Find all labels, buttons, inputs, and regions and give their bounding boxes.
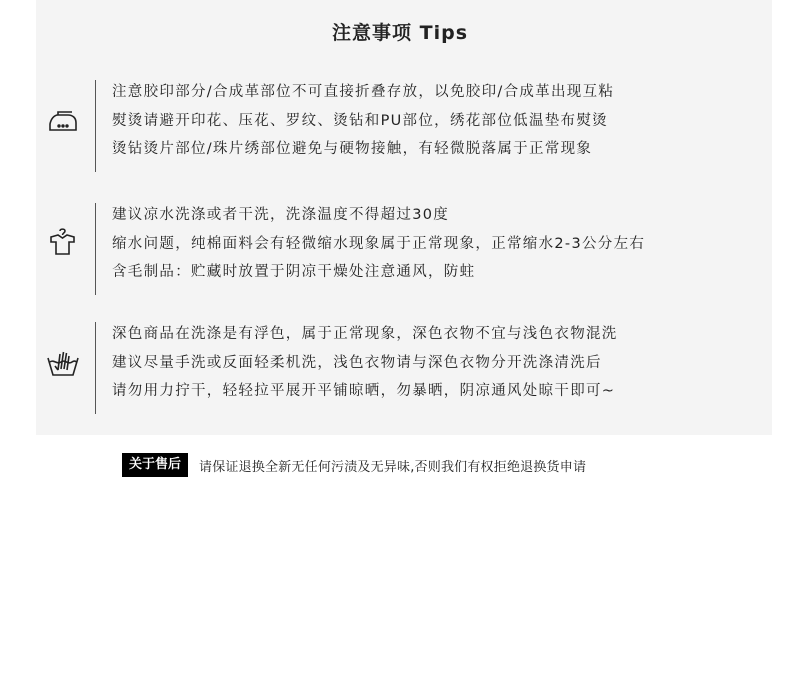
after-sales-badge: 关于售后	[122, 453, 188, 477]
tip-line: 含毛制品：贮藏时放置于阴凉干燥处注意通风，防蛀	[112, 264, 476, 280]
iron-icon	[46, 106, 80, 136]
tip-line: 建议凉水洗涤或者干洗，洗涤温度不得超过30度	[112, 207, 450, 223]
tip-line: 深色商品在洗涤是有浮色，属于正常现象，深色衣物不宜与浅色衣物混洗	[112, 326, 618, 342]
tip-line: 请勿用力拧干，轻轻拉平展开平铺晾晒，勿暴晒，阴凉通风处晾干即可~	[112, 383, 616, 399]
section-divider	[95, 203, 96, 295]
section-divider	[95, 322, 96, 414]
after-sales-row	[122, 452, 586, 478]
tip-line: 缩水问题，纯棉面料会有轻微缩水现象属于正常现象，正常缩水2-3公分左右	[112, 235, 646, 252]
section-text	[112, 78, 614, 164]
tip-line: 注意胶印部分/合成革部位不可直接折叠存放，以免胶印/合成革出现互粘	[112, 84, 615, 100]
page-title: 注意事项 Tips	[332, 22, 468, 44]
section-text	[112, 201, 645, 287]
after-sales-text: 请保证退换全新无任何污渍及无异味,否则我们有权拒绝退换货申请	[199, 459, 587, 475]
tip-line: 建议尽量手洗或反面轻柔机洗，浅色衣物请与深色衣物分开洗涤清洗后	[112, 354, 602, 371]
section-text	[112, 320, 618, 406]
tip-line: 熨烫请避开印花、压花、罗纹、烫钻和PU部位，绣花部位低温垫布熨烫	[112, 112, 608, 129]
tip-line: 烫钻烫片部位/珠片绣部位避免与硬物接触，有轻微脱落属于正常现象	[112, 141, 593, 157]
section-divider	[95, 80, 96, 172]
hand-wash-icon	[46, 348, 80, 378]
hanging-shirt-icon	[46, 227, 80, 257]
